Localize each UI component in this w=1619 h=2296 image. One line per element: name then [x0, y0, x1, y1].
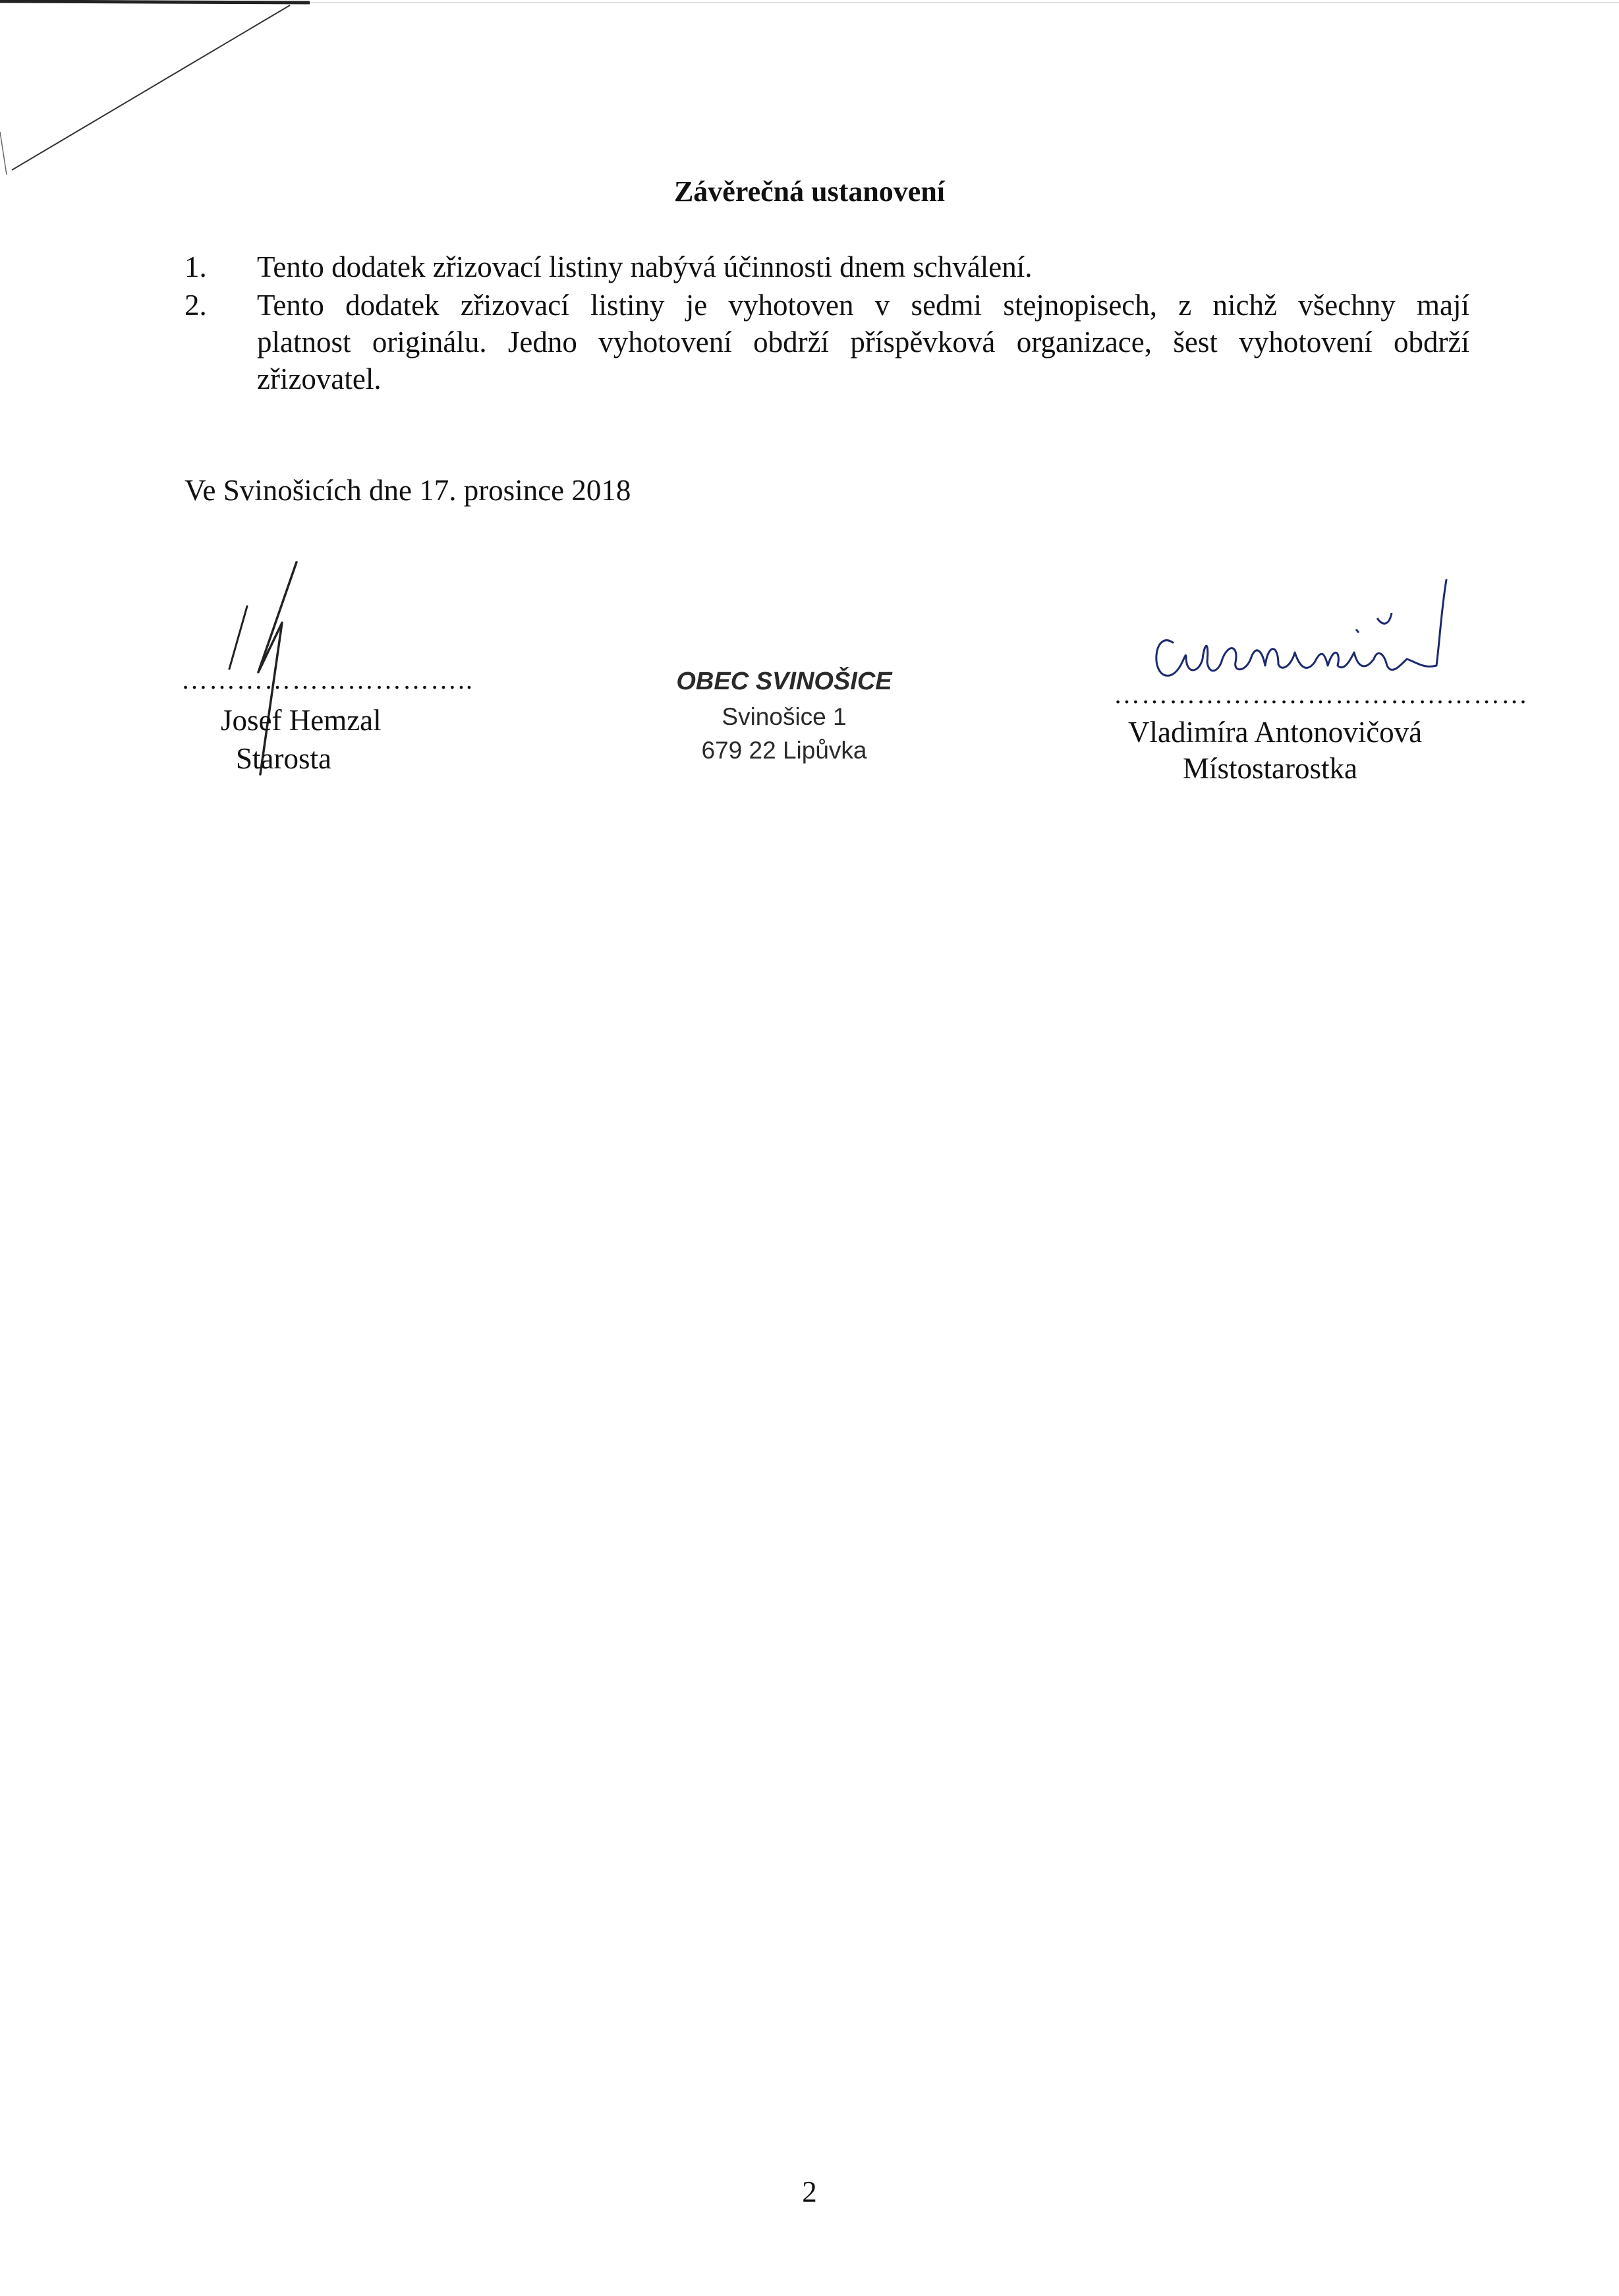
place-and-date: Ve Svinošicích dne 17. prosince 2018 — [185, 474, 631, 507]
item-text-line: platnost originálu. Jedno vyhotovení obdrží příspěvková organizace, šest vyhotovení obdrží — [257, 326, 1469, 359]
signature-line-left: ………………………….. — [181, 665, 474, 695]
signature-line-right: ……………………………………… — [1114, 679, 1529, 709]
item-text: Tento dodatek zřizovací listiny nabývá účinnosti dnem schválení. — [257, 250, 1033, 283]
stamp-line-3: 679 22 Lipůvka — [701, 737, 867, 764]
list-item — [185, 249, 1476, 285]
item-text-line: Tento dodatek zřizovací listiny je vyhotoven v sedmi stejnopisech, z nichž všechny mají — [257, 289, 1469, 322]
page-number: 2 — [802, 2175, 817, 2208]
item-text-line: zřizovatel. — [257, 362, 382, 395]
item-number: 1. — [185, 250, 207, 283]
section-heading: Závěrečná ustanovení — [673, 175, 946, 208]
signatory-role-right: Místostarostka — [1183, 752, 1357, 785]
signatory-role-left: Starosta — [236, 742, 331, 775]
stamp-line-1: OBEC SVINOŠICE — [676, 668, 892, 695]
signatory-name-right: Vladimíra Antonovičová — [1128, 716, 1423, 749]
list-item — [185, 287, 1476, 396]
signatory-name-left: Josef Hemzal — [221, 704, 382, 737]
stamp-line-2: Svinošice 1 — [722, 703, 847, 730]
item-number: 2. — [185, 289, 207, 322]
scan-edge-artifact — [0, 0, 1619, 198]
